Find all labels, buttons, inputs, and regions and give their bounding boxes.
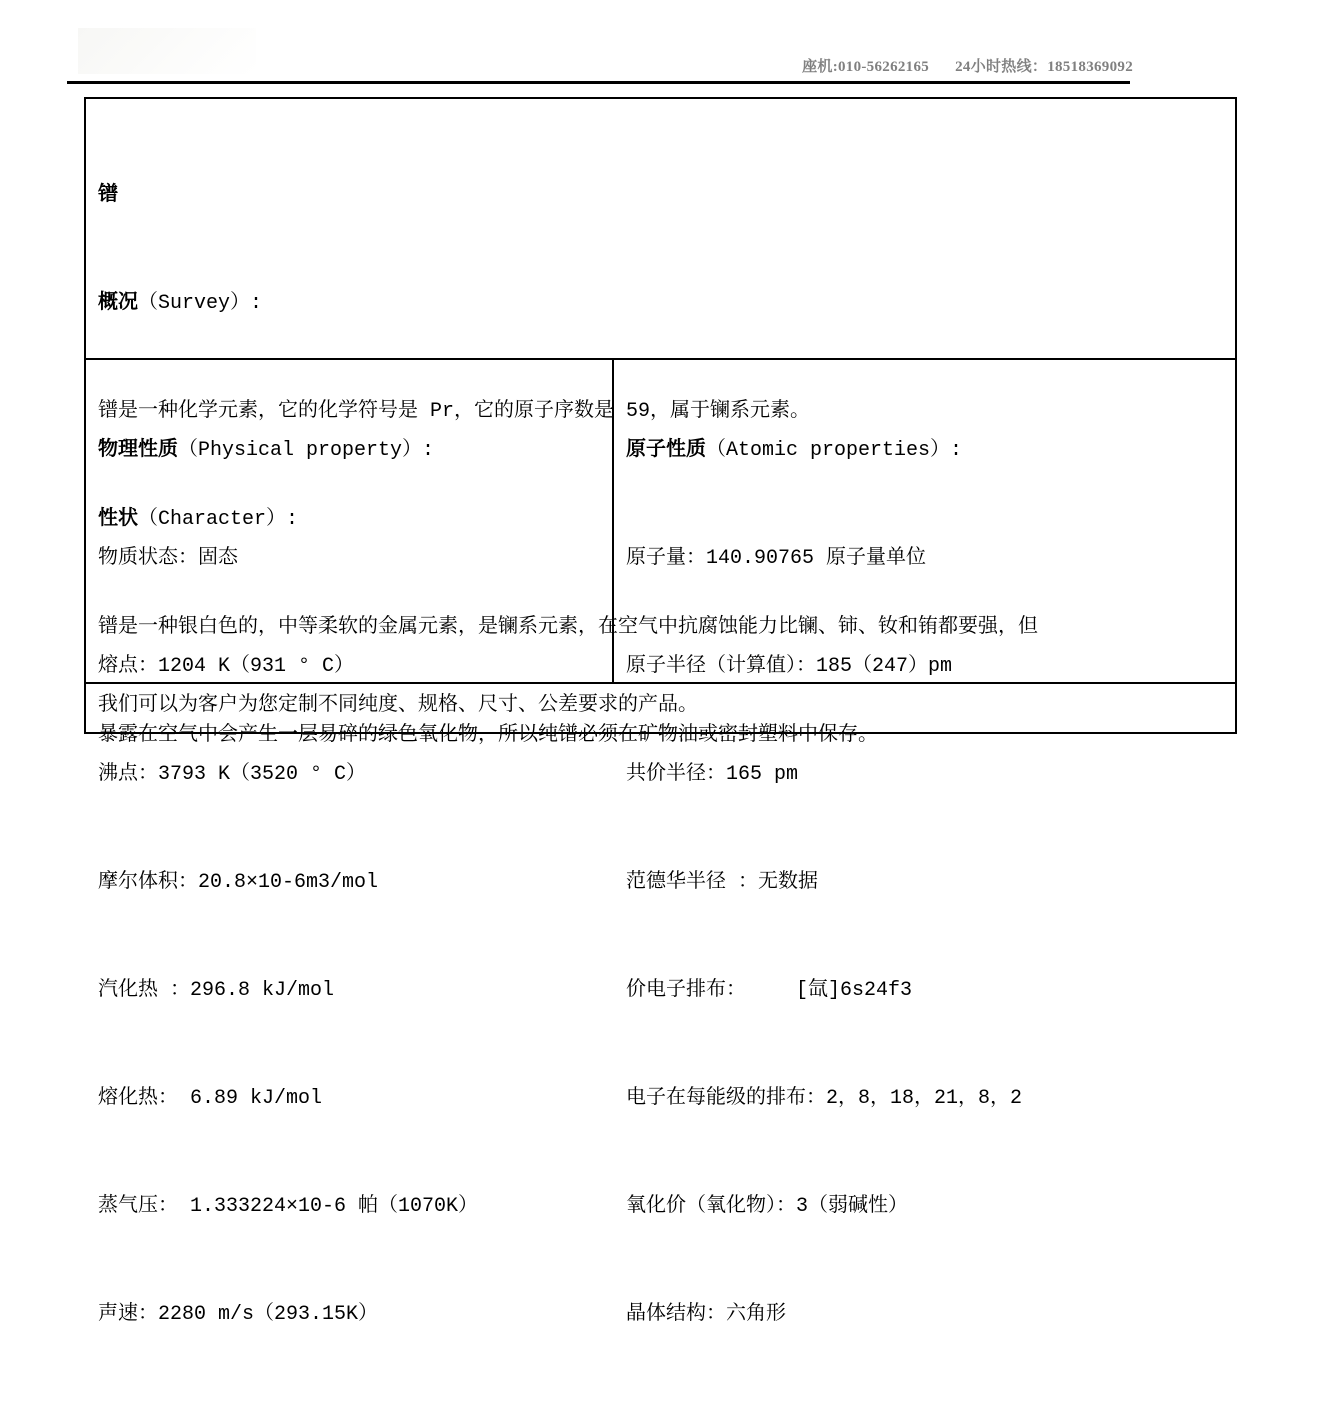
- atomic-heading: [626, 433, 1225, 469]
- atomic-properties-column: [614, 360, 1235, 1326]
- character-text-line1: 镨是一种银白色的，中等柔软的金属元素，是镧系元素，在空气中抗腐蚀能力比镧、铈、钕和铕都要强，但: [98, 616, 1038, 639]
- element-info-box: [84, 97, 1237, 1326]
- atomic-row: 原子半径（计算值）：185（247）pm: [626, 655, 953, 678]
- atomic-heading-cn: 原子性质: [626, 439, 706, 462]
- physical-heading-cn: 物理性质: [98, 439, 178, 462]
- phone-number: 座机:010-56262165: [802, 59, 930, 75]
- physical-heading: [98, 433, 602, 469]
- survey-heading-cn: 概况: [98, 292, 138, 315]
- survey-heading-en: （Survey）:: [138, 292, 263, 315]
- atomic-row: 范德华半径 ：无数据: [626, 871, 819, 894]
- atomic-row: 原子量：140.90765 原子量单位: [626, 547, 927, 570]
- physical-row: 物质状态：固态: [98, 547, 238, 570]
- logo-image: [78, 28, 256, 74]
- header-divider: [67, 81, 1130, 84]
- element-title: 镨: [98, 184, 118, 207]
- physical-row: 沸点：3793 K（3520 ° C）: [98, 763, 367, 786]
- physical-row: 熔点：1204 K（931 ° C）: [98, 655, 355, 678]
- survey-text: 镨是一种化学元素，它的化学符号是 Pr，它的原子序数是 59，属于镧系元素。: [98, 400, 811, 423]
- atomic-row: 电子在每能级的排布：2，8，18，21，8，2: [626, 1087, 1023, 1110]
- atomic-row: 氧化价（氧化物）：3（弱碱性）: [626, 1195, 909, 1218]
- atomic-row: 晶体结构：六角形: [626, 1303, 786, 1326]
- physical-row: 蒸气压： 1.333224×10-6 帕（1070K）: [98, 1195, 479, 1218]
- physical-row: 汽化热 ：296.8 kJ/mol: [98, 979, 335, 1002]
- survey-heading: [98, 286, 1221, 322]
- physical-heading-en: （Physical property）:: [178, 439, 435, 462]
- custom-order-note: 我们可以为客户为您定制不同纯度、规格、尺寸、公差要求的产品。: [98, 694, 698, 717]
- atomic-heading-en: （Atomic properties）:: [706, 439, 963, 462]
- atomic-row: 共价半径：165 pm: [626, 763, 799, 786]
- character-heading-cn: 性状: [98, 508, 138, 531]
- physical-row: 声速：2280 m/s（293.15K）: [98, 1303, 379, 1326]
- character-heading-en: （Character）:: [138, 508, 299, 531]
- character-text-line2: 暴露在空气中会产生一层易碎的绿色氧化物，所以纯镨必须在矿物油或密封塑料中保存。: [98, 724, 878, 747]
- physical-row: 熔化热： 6.89 kJ/mol: [98, 1087, 323, 1110]
- header-contact: [802, 55, 1133, 76]
- physical-row: 摩尔体积：20.8×10-6m3/mol: [98, 871, 379, 894]
- atomic-row: 价电子排布： [氙]6s24f3: [626, 979, 913, 1002]
- hotline-number: 24小时热线：18518369092: [955, 59, 1133, 75]
